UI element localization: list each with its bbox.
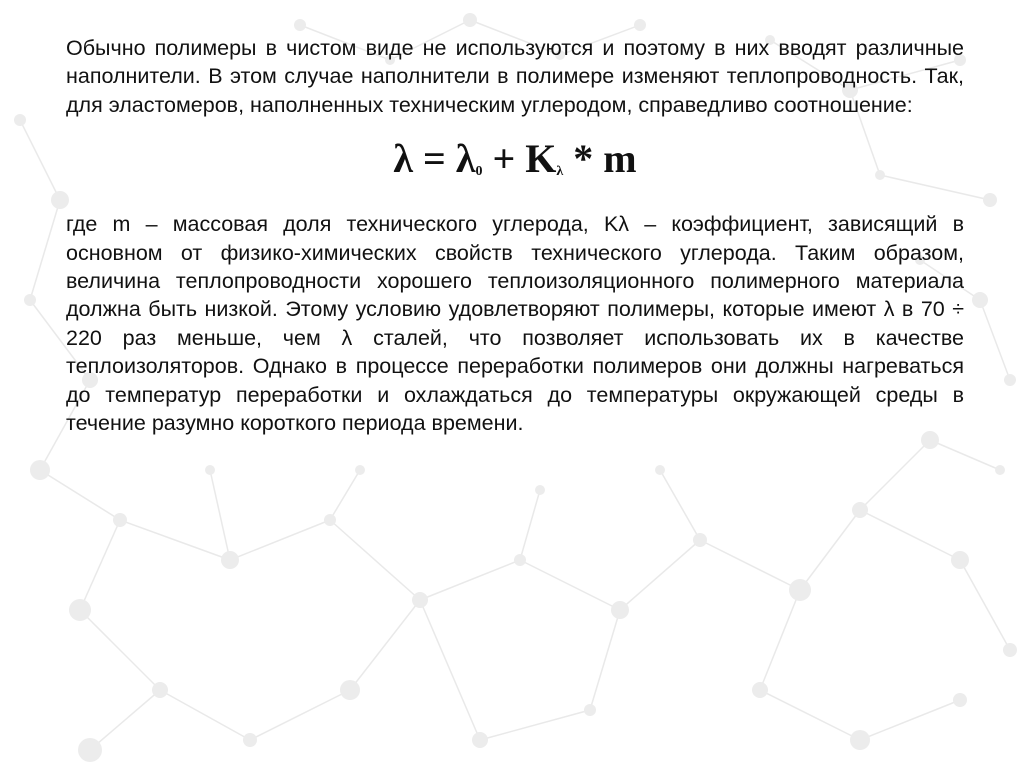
explanation-paragraph: где m – массовая доля технического углерода, Kλ – коэффициент, зависящий в основном от физико-химических свойств технического углерода. Таким образом, величина теплопроводности хорошего теплоизоляционного полимерного материала должна быть низкой. Этому условию удовлетворяют полимеры, которые имеют λ в 70 ÷ 220 раз меньше, чем λ сталей, что позволяет использовать их в качестве теплоизоляторов. Однако в процессе переработки полимеров они должны нагреваться до температур переработки и охлаждаться до температуры окружающей среды в течение разумно короткого периода времени. [66,212,964,436]
thermal-conductivity-formula [66,131,964,200]
formula-part-times-m: * m [563,136,637,182]
formula-subscript-zero: 0 [475,164,483,180]
formula-part-plus-k: + K [482,136,557,182]
formula-part-lambda-equals: λ = λ [393,136,476,182]
slide-content [66,34,964,437]
formula-subscript-lambda: λ [556,164,564,180]
intro-paragraph: Обычно полимеры в чистом виде не используются и поэтому в них вводят различные наполнители. В этом случае наполнители в полимере изменяют теплопроводность. Так, для эластомеров, наполненных техническим углеродом, справедливо соотношение: [66,36,964,117]
